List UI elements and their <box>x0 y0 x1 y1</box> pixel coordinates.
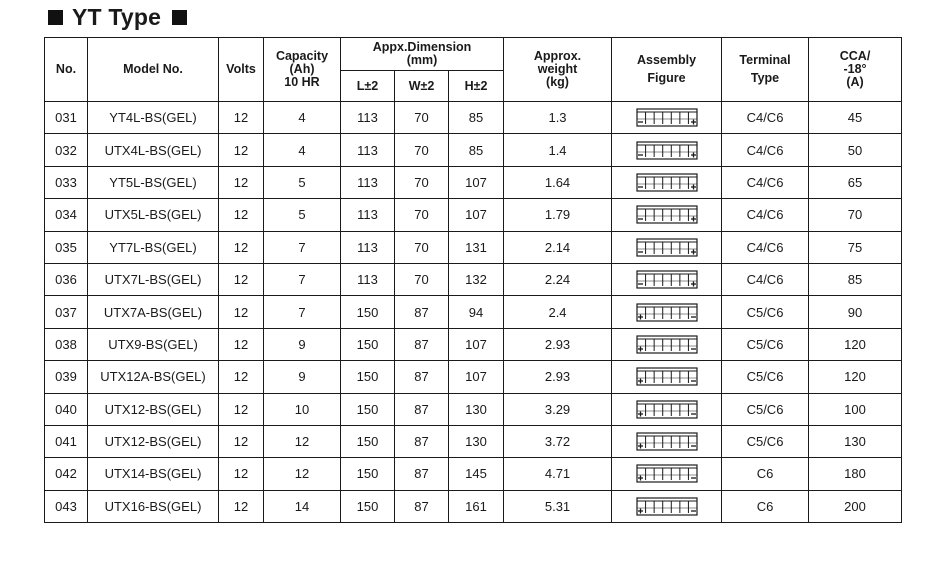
cell-weight: 3.72 <box>504 425 612 457</box>
battery-assembly-icon <box>636 367 698 386</box>
cell-l: 113 <box>341 134 395 166</box>
cell-no: 031 <box>45 102 88 134</box>
cell-w: 87 <box>395 490 449 522</box>
cell-capacity: 5 <box>264 199 341 231</box>
cell-w: 87 <box>395 458 449 490</box>
cell-assembly <box>612 458 722 490</box>
table-row <box>45 425 902 457</box>
cell-capacity: 9 <box>264 361 341 393</box>
cell-volts: 12 <box>219 490 264 522</box>
table-row <box>45 231 902 263</box>
cell-model: YT5L-BS(GEL) <box>88 166 219 198</box>
cell-no: 032 <box>45 134 88 166</box>
cell-h: 132 <box>449 263 504 295</box>
cell-weight: 3.29 <box>504 393 612 425</box>
cell-volts: 12 <box>219 231 264 263</box>
cell-terminal: C4/C6 <box>722 199 809 231</box>
table-row <box>45 134 902 166</box>
battery-assembly-icon <box>636 400 698 419</box>
cell-weight: 2.93 <box>504 328 612 360</box>
cell-cca: 70 <box>809 199 902 231</box>
cell-h: 130 <box>449 393 504 425</box>
cell-weight: 2.24 <box>504 263 612 295</box>
header-volts: Volts <box>219 38 264 102</box>
cell-terminal: C6 <box>722 458 809 490</box>
cell-cca: 120 <box>809 328 902 360</box>
cell-volts: 12 <box>219 296 264 328</box>
cell-no: 034 <box>45 199 88 231</box>
cell-capacity: 14 <box>264 490 341 522</box>
cell-h: 107 <box>449 361 504 393</box>
cell-h: 131 <box>449 231 504 263</box>
cell-model: YT4L-BS(GEL) <box>88 102 219 134</box>
cell-model: UTX12A-BS(GEL) <box>88 361 219 393</box>
cell-weight: 2.4 <box>504 296 612 328</box>
cell-weight: 2.14 <box>504 231 612 263</box>
cell-volts: 12 <box>219 458 264 490</box>
cell-assembly <box>612 393 722 425</box>
cell-weight: 5.31 <box>504 490 612 522</box>
cell-cca: 45 <box>809 102 902 134</box>
cell-terminal: C4/C6 <box>722 166 809 198</box>
cell-h: 85 <box>449 102 504 134</box>
cell-l: 150 <box>341 361 395 393</box>
cell-model: UTX14-BS(GEL) <box>88 458 219 490</box>
header-width: W±2 <box>395 71 449 102</box>
header-terminal: Terminal Type <box>722 38 809 102</box>
cell-l: 150 <box>341 425 395 457</box>
header-dimension: Appx.Dimension (mm) <box>341 38 504 71</box>
battery-assembly-icon <box>636 335 698 354</box>
cell-weight: 1.4 <box>504 134 612 166</box>
cell-model: UTX16-BS(GEL) <box>88 490 219 522</box>
cell-capacity: 12 <box>264 458 341 490</box>
cell-model: UTX4L-BS(GEL) <box>88 134 219 166</box>
cell-terminal: C4/C6 <box>722 231 809 263</box>
cell-no: 043 <box>45 490 88 522</box>
cell-l: 113 <box>341 263 395 295</box>
cell-assembly <box>612 490 722 522</box>
cell-capacity: 7 <box>264 263 341 295</box>
cell-w: 87 <box>395 296 449 328</box>
section-title <box>48 4 187 30</box>
cell-w: 70 <box>395 134 449 166</box>
cell-l: 113 <box>341 166 395 198</box>
header-weight: Approx. weight (kg) <box>504 38 612 102</box>
battery-assembly-icon <box>636 238 698 257</box>
cell-capacity: 9 <box>264 328 341 360</box>
header-model: Model No. <box>88 38 219 102</box>
cell-capacity: 7 <box>264 231 341 263</box>
cell-l: 113 <box>341 199 395 231</box>
cell-capacity: 7 <box>264 296 341 328</box>
header-cca: CCA/ -18° (A) <box>809 38 902 102</box>
cell-assembly <box>612 102 722 134</box>
battery-assembly-icon <box>636 108 698 127</box>
cell-cca: 65 <box>809 166 902 198</box>
cell-model: UTX5L-BS(GEL) <box>88 199 219 231</box>
header-height: H±2 <box>449 71 504 102</box>
cell-volts: 12 <box>219 425 264 457</box>
cell-model: UTX9-BS(GEL) <box>88 328 219 360</box>
cell-terminal: C4/C6 <box>722 134 809 166</box>
cell-weight: 1.64 <box>504 166 612 198</box>
cell-l: 150 <box>341 490 395 522</box>
cell-volts: 12 <box>219 361 264 393</box>
cell-assembly <box>612 134 722 166</box>
cell-l: 150 <box>341 393 395 425</box>
cell-assembly <box>612 425 722 457</box>
cell-model: UTX7A-BS(GEL) <box>88 296 219 328</box>
cell-no: 040 <box>45 393 88 425</box>
battery-assembly-icon <box>636 497 698 516</box>
cell-model: UTX12-BS(GEL) <box>88 425 219 457</box>
cell-assembly <box>612 328 722 360</box>
cell-cca: 90 <box>809 296 902 328</box>
table-row <box>45 328 902 360</box>
battery-spec-table <box>44 37 902 523</box>
cell-assembly <box>612 296 722 328</box>
cell-volts: 12 <box>219 134 264 166</box>
cell-volts: 12 <box>219 199 264 231</box>
cell-terminal: C6 <box>722 490 809 522</box>
cell-terminal: C5/C6 <box>722 328 809 360</box>
square-bullet-icon <box>48 10 63 25</box>
header-assembly: Assembly Figure <box>612 38 722 102</box>
cell-terminal: C4/C6 <box>722 102 809 134</box>
cell-cca: 100 <box>809 393 902 425</box>
cell-terminal: C5/C6 <box>722 393 809 425</box>
cell-l: 150 <box>341 296 395 328</box>
cell-no: 038 <box>45 328 88 360</box>
square-bullet-icon <box>172 10 187 25</box>
battery-assembly-icon <box>636 303 698 322</box>
cell-w: 87 <box>395 328 449 360</box>
cell-w: 87 <box>395 361 449 393</box>
battery-assembly-icon <box>636 205 698 224</box>
section-title-text: YT Type <box>72 3 162 30</box>
table-row <box>45 458 902 490</box>
cell-cca: 85 <box>809 263 902 295</box>
cell-terminal: C5/C6 <box>722 296 809 328</box>
cell-volts: 12 <box>219 328 264 360</box>
cell-volts: 12 <box>219 166 264 198</box>
cell-terminal: C5/C6 <box>722 425 809 457</box>
header-length: L±2 <box>341 71 395 102</box>
cell-no: 042 <box>45 458 88 490</box>
cell-capacity: 4 <box>264 102 341 134</box>
battery-assembly-icon <box>636 141 698 160</box>
header-no: No. <box>45 38 88 102</box>
cell-capacity: 4 <box>264 134 341 166</box>
cell-no: 036 <box>45 263 88 295</box>
cell-h: 145 <box>449 458 504 490</box>
cell-terminal: C5/C6 <box>722 361 809 393</box>
battery-assembly-icon <box>636 173 698 192</box>
cell-w: 70 <box>395 166 449 198</box>
cell-w: 70 <box>395 231 449 263</box>
cell-no: 039 <box>45 361 88 393</box>
battery-assembly-icon <box>636 464 698 483</box>
cell-model: YT7L-BS(GEL) <box>88 231 219 263</box>
cell-assembly <box>612 361 722 393</box>
cell-w: 87 <box>395 425 449 457</box>
cell-cca: 75 <box>809 231 902 263</box>
table-row <box>45 490 902 522</box>
cell-l: 150 <box>341 328 395 360</box>
cell-no: 035 <box>45 231 88 263</box>
cell-assembly <box>612 231 722 263</box>
cell-h: 161 <box>449 490 504 522</box>
cell-assembly <box>612 199 722 231</box>
cell-l: 113 <box>341 231 395 263</box>
cell-cca: 50 <box>809 134 902 166</box>
table-row <box>45 296 902 328</box>
cell-weight: 4.71 <box>504 458 612 490</box>
cell-volts: 12 <box>219 263 264 295</box>
header-capacity: Capacity (Ah) 10 HR <box>264 38 341 102</box>
table-row <box>45 361 902 393</box>
table-row <box>45 199 902 231</box>
cell-h: 107 <box>449 199 504 231</box>
cell-h: 107 <box>449 328 504 360</box>
table-row <box>45 263 902 295</box>
cell-capacity: 5 <box>264 166 341 198</box>
cell-cca: 120 <box>809 361 902 393</box>
cell-assembly <box>612 263 722 295</box>
cell-cca: 180 <box>809 458 902 490</box>
cell-weight: 2.93 <box>504 361 612 393</box>
cell-l: 150 <box>341 458 395 490</box>
cell-h: 85 <box>449 134 504 166</box>
cell-model: UTX12-BS(GEL) <box>88 393 219 425</box>
cell-cca: 200 <box>809 490 902 522</box>
cell-capacity: 12 <box>264 425 341 457</box>
cell-no: 037 <box>45 296 88 328</box>
cell-w: 70 <box>395 263 449 295</box>
cell-w: 70 <box>395 102 449 134</box>
table-row <box>45 393 902 425</box>
cell-weight: 1.3 <box>504 102 612 134</box>
cell-volts: 12 <box>219 102 264 134</box>
cell-terminal: C4/C6 <box>722 263 809 295</box>
cell-h: 94 <box>449 296 504 328</box>
cell-w: 70 <box>395 199 449 231</box>
cell-no: 033 <box>45 166 88 198</box>
cell-cca: 130 <box>809 425 902 457</box>
table-row <box>45 102 902 134</box>
battery-assembly-icon <box>636 432 698 451</box>
cell-h: 107 <box>449 166 504 198</box>
cell-volts: 12 <box>219 393 264 425</box>
cell-l: 113 <box>341 102 395 134</box>
cell-capacity: 10 <box>264 393 341 425</box>
cell-w: 87 <box>395 393 449 425</box>
cell-assembly <box>612 166 722 198</box>
cell-weight: 1.79 <box>504 199 612 231</box>
battery-assembly-icon <box>636 270 698 289</box>
cell-no: 041 <box>45 425 88 457</box>
table-row <box>45 166 902 198</box>
cell-h: 130 <box>449 425 504 457</box>
cell-model: UTX7L-BS(GEL) <box>88 263 219 295</box>
